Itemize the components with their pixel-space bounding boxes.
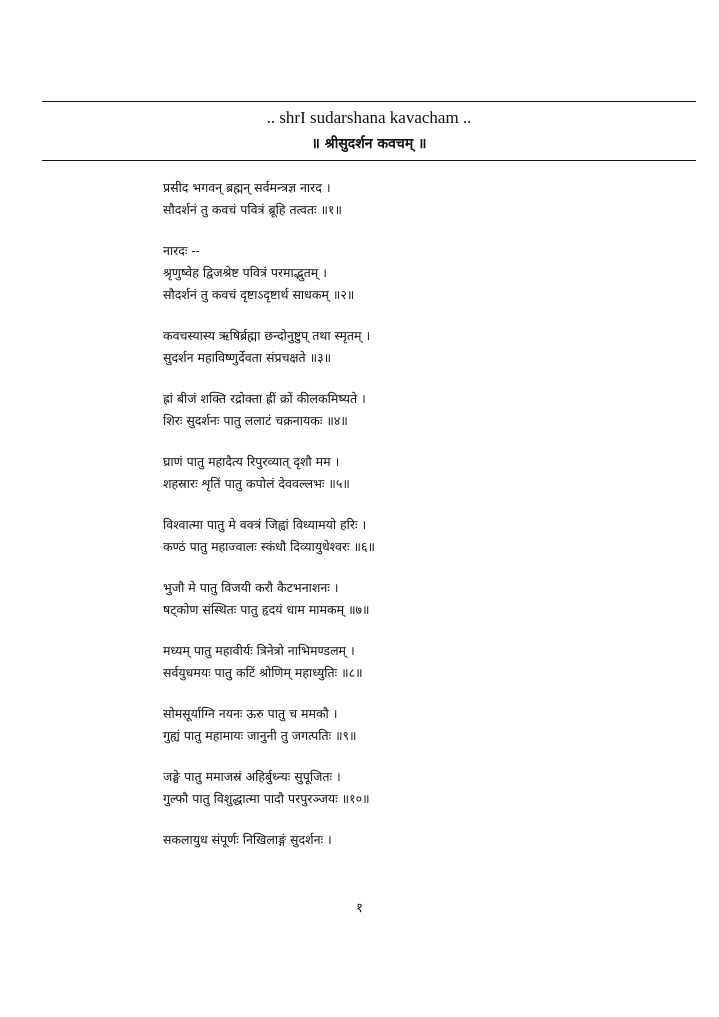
verse-stanza xyxy=(163,766,663,810)
verse-stanza xyxy=(163,325,663,369)
verse-line: सकलायुध संपूर्णः निखिलाङ्गं सुदर्शनः । xyxy=(163,832,332,847)
verse-stanza xyxy=(163,177,663,221)
page-title-devanagari: ॥ श्रीसुदर्शन कवचम् ॥ xyxy=(311,136,427,152)
verse-body xyxy=(163,177,663,870)
verse-line: सर्वयुधमयः पातु कटिं श्रोणिम् महाध्युतिः ॥८॥ xyxy=(163,665,363,680)
verse-line: सोमसूर्याग्नि नयनः ऊरु पातु च ममकौ । xyxy=(163,706,338,721)
verse-line: ह्रां बीजं शक्ति रद्रोक्ता ह्रीं क्रों कीलकमिष्यते । xyxy=(163,391,366,406)
verse-line: जङ्घे पातु ममाजस्रं अहिर्बुध्न्यः सुपूजितः । xyxy=(163,769,341,784)
verse-stanza xyxy=(163,514,663,558)
verse-stanza xyxy=(163,829,663,851)
verse-line: शिरः सुदर्शनः पातु ललाटं चक्रनायकः ॥४॥ xyxy=(163,413,348,428)
header-rule-bottom xyxy=(42,160,696,161)
page-title-latin: .. shrI sudarshana kavacham .. xyxy=(266,108,472,127)
verse-line: गुह्यं पातु महामायः जानुनी तु जगत्पतिः ॥९॥ xyxy=(163,728,357,743)
verse-line: षट्कोण संस्थितः पातु हृदयं धाम मामकम् ॥७॥ xyxy=(163,602,370,617)
verse-stanza xyxy=(163,388,663,432)
verse-stanza xyxy=(163,240,663,306)
verse-line: सौदर्शनं तु कवचं दृष्टाऽदृष्टार्थ साधकम् ॥२॥ xyxy=(163,287,355,302)
verse-stanza xyxy=(163,577,663,621)
verse-line: सौदर्शनं तु कवचं पवित्रं ब्रूहि तत्वतः ॥१॥ xyxy=(163,202,342,217)
verse-line: श्रृणुष्वेह द्विजश्रेष्ट पवित्रं परमाद्भुतम् । xyxy=(163,265,327,280)
verse-line: शहस्रारः शृतिं पातु कपोलं देववल्लभः ॥५॥ xyxy=(163,476,350,491)
verse-stanza xyxy=(163,451,663,495)
page-number: १ xyxy=(356,901,363,916)
verse-line: गुल्फौ पातु विशुद्धात्मा पादौ परपुरञ्जयः ॥१०॥ xyxy=(163,791,370,806)
verse-line: घ्राणं पातु महादैत्य रिपुरव्यात् दृशौ मम । xyxy=(163,454,340,469)
verse-line: कण्ठं पातु महाज्वालः स्कंधौ दिव्यायुधेश्वरः ॥६॥ xyxy=(163,539,376,554)
verse-line: नारदः -- xyxy=(163,243,200,258)
verse-stanza xyxy=(163,703,663,747)
verse-line: सुदर्शन महाविष्णुर्देवता संप्रचक्षते ॥३॥ xyxy=(163,350,332,365)
verse-line: कवचस्यास्य ऋषिर्ब्रह्मा छन्दोनुष्टुप् तथा स्मृतम् । xyxy=(163,328,371,343)
header-rule-top xyxy=(42,101,696,102)
verse-line: मध्यम् पातु महावीर्यः त्रिनेत्रो नाभिमण्डलम् । xyxy=(163,643,355,658)
verse-stanza xyxy=(163,640,663,684)
verse-line: भुजौ मे पातु विजयी करौ कैटभनाशनः । xyxy=(163,580,339,595)
verse-line: प्रसीद भगवन् ब्रह्मन् सर्वमन्त्रज्ञ नारद । xyxy=(163,180,331,195)
verse-line: विश्वात्मा पातु मे वक्त्रं जिह्वां विध्यामयो हरिः । xyxy=(163,517,367,532)
